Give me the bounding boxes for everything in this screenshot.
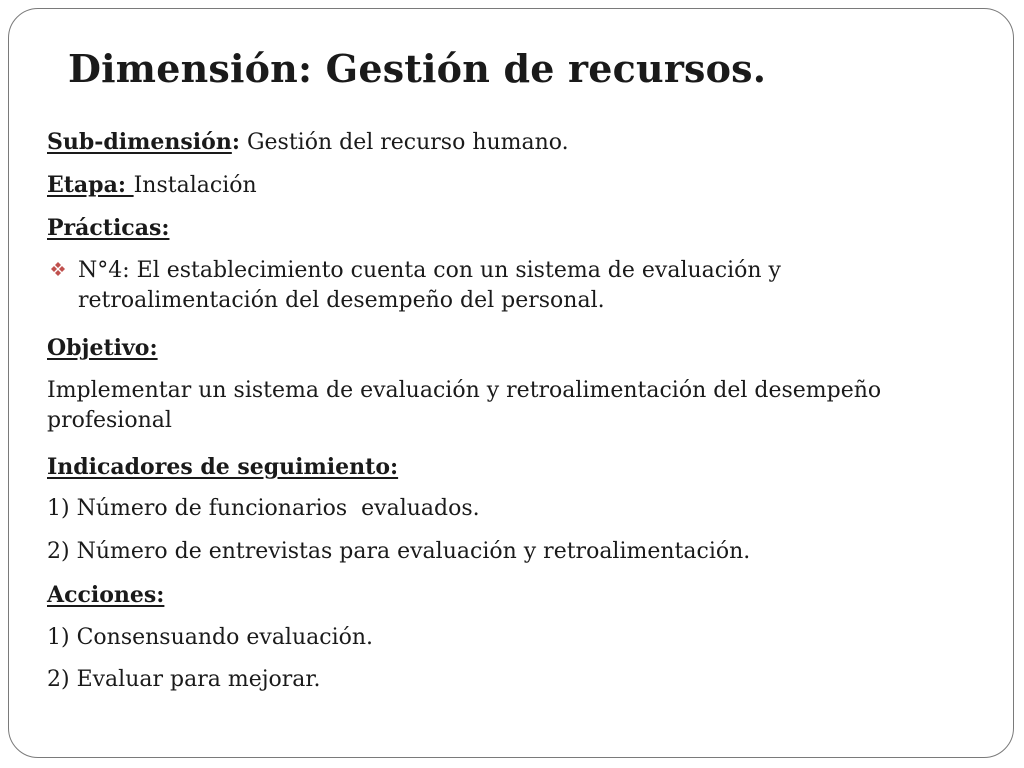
indicadores-row [47,452,398,483]
etapa-row [47,170,257,201]
practicas-row [47,213,169,244]
etapa-value: Instalación [133,173,257,198]
subdimension-label: Sub-dimensión [47,129,232,155]
indicador-item-2: 2) Número de entrevistas para evaluación y retroalimentación. [47,539,751,564]
diamond-bullet-icon [50,261,66,277]
practicas-label: Prácticas: [47,215,170,241]
subdimension-colon: : [231,129,240,155]
slide-title: Dimensión: Gestión de recursos. [68,46,767,91]
accion-item-1: 1) Consensuando evaluación. [47,625,374,650]
etapa-label: Etapa: [47,172,134,198]
subdimension-row [47,127,569,158]
practica-item-text: N°4: El establecimiento cuenta con un sistema de evaluación y retroalimentación del desempeño del personal. [78,258,781,313]
indicadores-label: Indicadores de seguimiento: [47,454,399,480]
acciones-row [47,580,164,611]
subdimension-value: Gestión del recurso humano. [239,130,569,155]
acciones-label: Acciones: [47,582,165,608]
indicador-item-1: 1) Número de funcionarios evaluados. [47,496,480,521]
accion-item-2: 2) Evaluar para mejorar. [47,667,321,692]
objetivo-text: Implementar un sistema de evaluación y retroalimentación del desempeño profesional [47,378,882,433]
objetivo-row [47,333,158,364]
objetivo-label: Objetivo: [47,335,158,361]
